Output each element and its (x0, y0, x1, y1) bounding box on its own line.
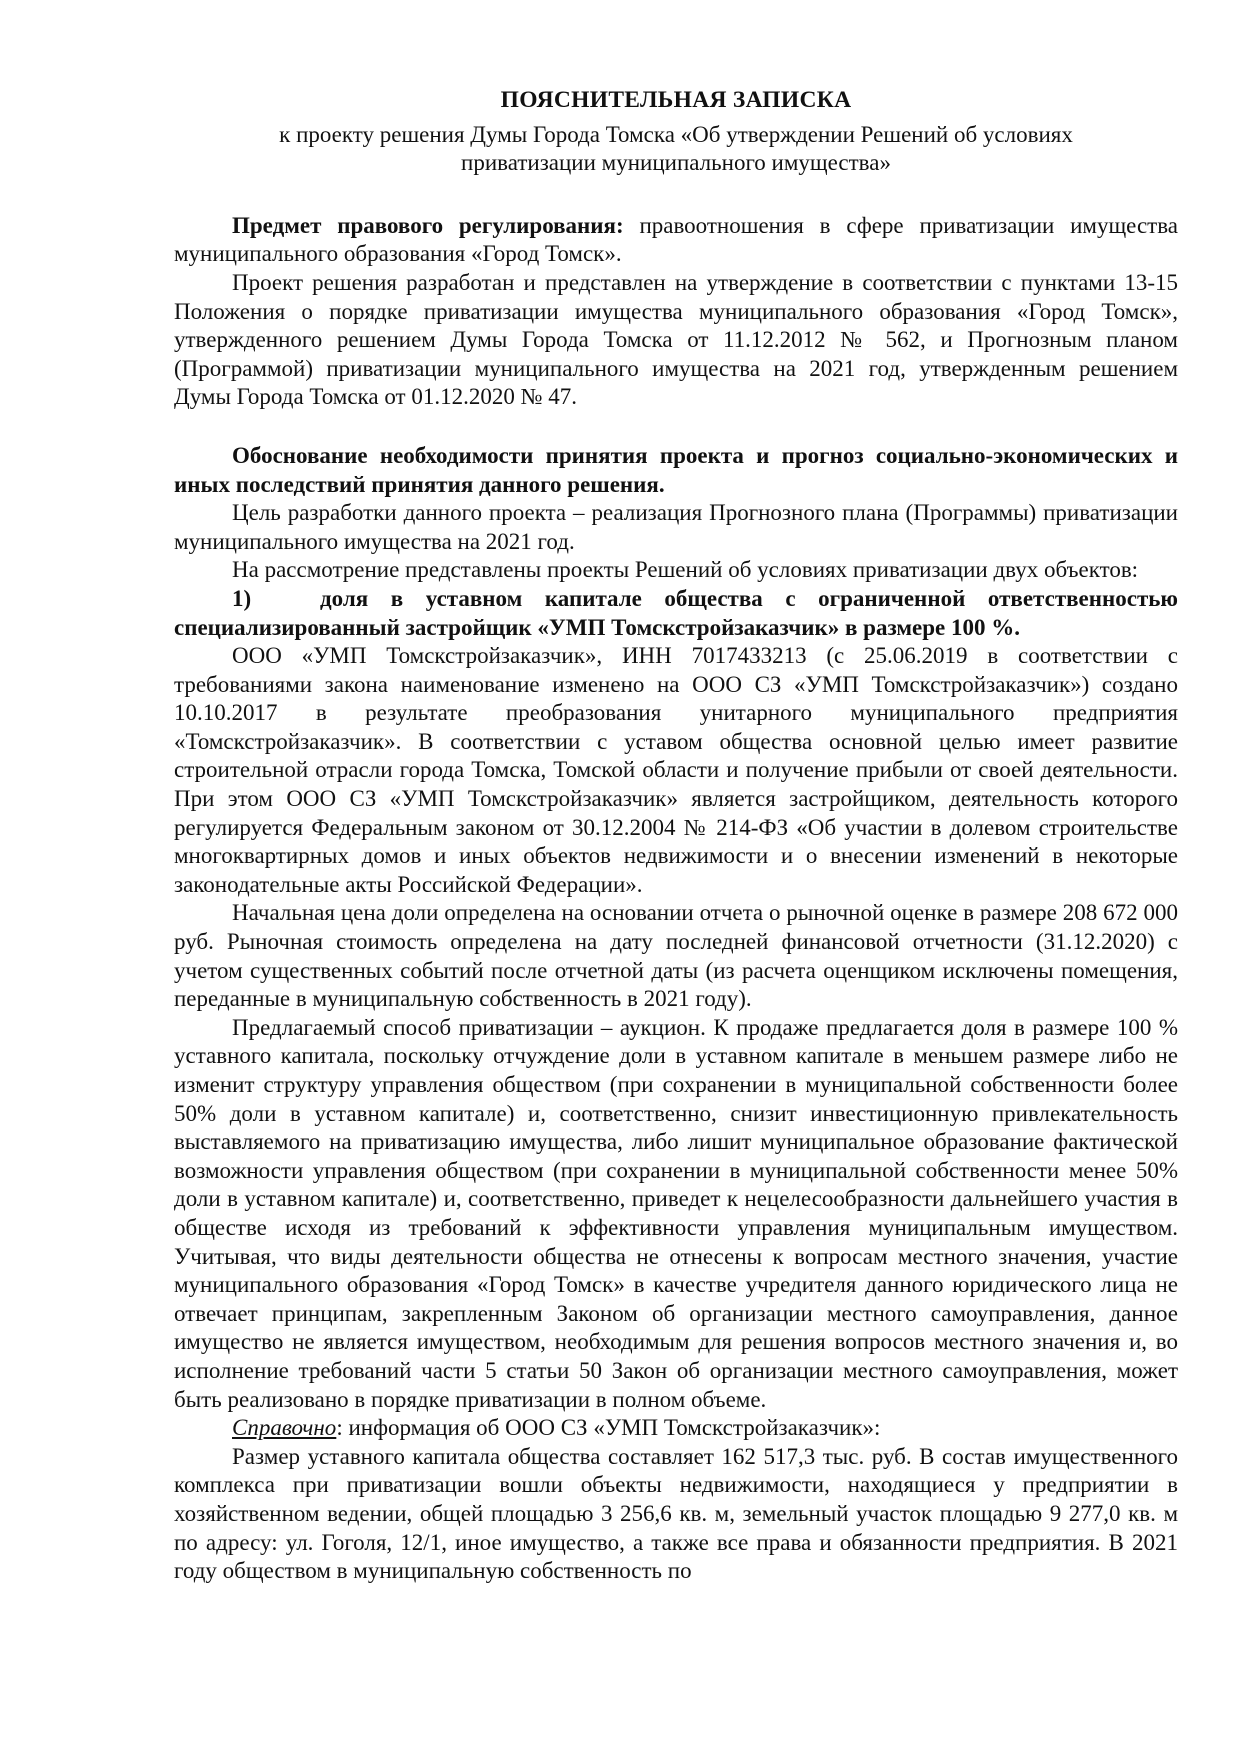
list-item-1 (174, 585, 1178, 642)
legal-basis-paragraph: Проект решения разработан и представлен на утверждение в соответствии с пунктами 13-15 Положения о порядке приватизации имущества муниципального образования «Город Томск», утвержденного решением Думы Города Томска от 11.12.2012 № 562, и Прогнозным планом (Программой) приватизации муниципального имущества на 2021 год, утвержденным решением Думы Города Томска от 01.12.2020 № 47. (174, 269, 1178, 410)
section-spacer (174, 412, 1178, 442)
regulation-subject-label: Предмет правового регулирования: (232, 212, 624, 238)
justification-heading (174, 442, 1178, 499)
list-item-1-number: 1) (232, 585, 252, 611)
privatization-method-paragraph: Предлагаемый способ приватизации – аукцион. К продаже предлагается доля в размере 100 % уставного капитала, поскольку отчуждение доли в уставном капитале в меньшем размере либо не изменит структуру управления обществом (при сохранении в муниципальной собственности более 50% доли в уставном капитале) и, соответственно, снизит инвестиционную привлекательность выставляемого на приватизацию имущества, либо лишит муниципальное образование фактической возможности управления обществом (при сохранении в муниципальной собственности менее 50% доли в уставном капитале) и, соответственно, приведет к нецелесообразности дальнейшего участия в обществе исходя из требований к эффективности управления муниципальным имуществом. Учитывая, что виды деятельности общества не отнесены к вопросам местного значения, участие муниципального образования «Город Томск» в качестве учредителя данного юридического лица не отвечает принципам, закрепленным Законом об организации местного самоуправления, данное имущество не является имуществом, необходимым для решения вопросов местного значения и, во исполнение требований части 5 статьи 50 Закон об организации местного самоуправления, может быть реализовано в порядке приватизации в полном объеме. (174, 1014, 1178, 1412)
justification-heading-text: Обоснование необходимости принятия проекта и прогноз социально-экономических и иных последствий принятия данного решения. (174, 442, 1178, 497)
initial-price-paragraph: Начальная цена доли определена на основании отчета о рыночной оценке в размере 208 672 000 руб. Рыночная стоимость определена на дату последней финансовой отчетности (31.12.2020) с учетом существенных событий после отчетной даты (из расчета оценщиком исключены помещения, переданные в муниципальную собственность в 2021 году). (174, 900, 1178, 1012)
reference-paragraph (174, 1414, 1178, 1443)
intro-paragraph: На рассмотрение представлены проекты Решений об условиях приватизации двух объектов: (232, 557, 1139, 583)
list-item-1-text: доля в уставном капитале общества с ограниченной ответственностью специализированный застройщик «УМП Томскстройзаказчик» в размере 100 %. (174, 585, 1178, 640)
document-title: ПОЯСНИТЕЛЬНАЯ ЗАПИСКА (500, 87, 852, 113)
document-subtitle: к проекту решения Думы Города Томска «Об утверждении Решений об условиях приватизации муниципального имущества» (279, 121, 1073, 176)
regulation-subject-paragraph (174, 212, 1178, 269)
reference-text: : информация об ООО СЗ «УМП Томскстройзаказчик»: (336, 1415, 881, 1441)
capital-paragraph: Размер уставного капитала общества составляет 162 517,3 тыс. руб. В состав имущественного комплекса при приватизации вошли объекты недвижимости, находящиеся у предприятии в хозяйственном ведении, общей площадью 3 256,6 кв. м, земельный участок площадью 9 277,0 кв. м по адресу: ул. Гоголя, 12/1, иное имущество, а также все права и обязанности предприятия. В 2021 году обществом в муниципальную собственность по (174, 1443, 1178, 1584)
reference-label: Справочно (232, 1415, 337, 1441)
company-info-paragraph: ООО «УМП Томскстройзаказчик», ИНН 7017433213 (с 25.06.2019 в соответствии с требованиями закона наименование изменено на ООО СЗ «УМП Томскстройзаказчик») создано 10.10.2017 в результате преобразования унитарного муниципального предприятия «Томскстройзаказчик». В соответствии с уставом общества основной целью имеет развитие строительной отрасли города Томска, Томской области и получение прибыли от своей деятельности. При этом ООО СЗ «УМП Томскстройзаказчик» является застройщиком, деятельность которого регулируется Федеральным законом от 30.12.2004 № 214-ФЗ «Об участии в долевом строительстве многоквартирных домов и иных объектов недвижимости и о внесении изменений в некоторые законодательные акты Российской Федерации». (174, 643, 1178, 897)
regulation-subject-text: правоотношения в сфере приватизации имущества муниципального образования «Город Томск». (174, 212, 1178, 267)
goal-paragraph: Цель разработки данного проекта – реализация Прогнозного плана (Программы) приватизации муниципального имущества на 2021 год. (174, 500, 1178, 554)
